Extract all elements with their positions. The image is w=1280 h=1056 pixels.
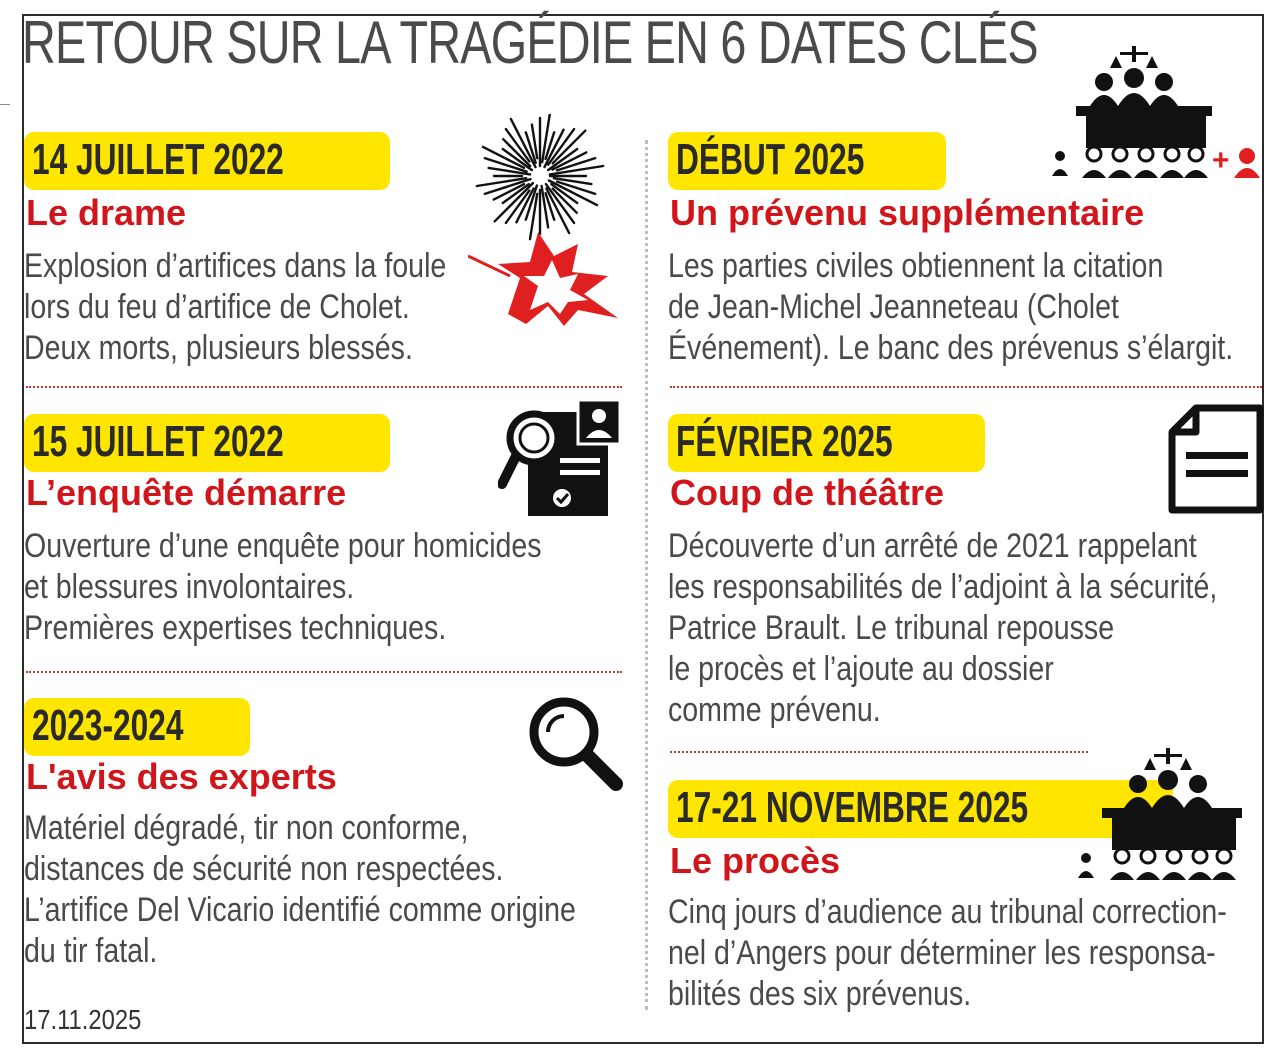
description-line: Matériel dégradé, tir non conforme, bbox=[24, 809, 469, 847]
event-heading: Un prévenu supplémentaire bbox=[670, 192, 1145, 233]
event-heading: L’enquête démarre bbox=[26, 472, 347, 513]
page-title: RETOUR SUR LA TRAGÉDIE EN 6 DATES CLÉS bbox=[22, 9, 1038, 76]
event-heading: Coup de théâtre bbox=[670, 472, 945, 513]
plus-sign: + bbox=[1212, 144, 1230, 177]
description-line: Explosion d’artifices dans la foule bbox=[24, 247, 447, 285]
event-description bbox=[668, 246, 1280, 369]
document-icon bbox=[1168, 404, 1264, 514]
fireworks-explosion-icon bbox=[468, 114, 624, 328]
description-line: lors du feu d’artifice de Cholet. bbox=[24, 288, 410, 326]
description-line: nel d’Angers pour déterminer les responsa- bbox=[668, 934, 1216, 972]
separator bbox=[670, 751, 1088, 753]
description-line: les responsabilités de l’adjoint à la sécurité, bbox=[668, 568, 1218, 606]
separator bbox=[26, 386, 622, 388]
date-badge: 14 JUILLET 2022 bbox=[24, 132, 390, 190]
description-line: Les parties civiles obtiennent la citation bbox=[668, 247, 1164, 285]
event-description bbox=[24, 246, 527, 369]
description-line: de Jean-Michel Jeanneteau (Cholet bbox=[668, 288, 1119, 326]
investigation-document-icon bbox=[498, 398, 622, 518]
description-line: le procès et l’ajoute au dossier bbox=[668, 650, 1054, 688]
date-badge: FÉVRIER 2025 bbox=[668, 414, 985, 472]
description-line: et blessures involontaires. bbox=[24, 568, 355, 606]
crop-mark bbox=[0, 104, 10, 105]
description-line: du tir fatal. bbox=[24, 932, 158, 970]
courtroom-icon bbox=[1076, 746, 1246, 884]
description-line: Patrice Brault. Le tribunal repousse bbox=[668, 609, 1115, 647]
description-line: bilités des six prévenus. bbox=[668, 975, 972, 1013]
magnifier-icon bbox=[526, 694, 624, 792]
event-description bbox=[668, 892, 1280, 1015]
publication-date: 17.11.2025 bbox=[24, 1004, 142, 1035]
court-plus-defendant-icon bbox=[1050, 44, 1260, 182]
date-badge: 2023-2024 bbox=[24, 698, 250, 756]
separator bbox=[670, 386, 1262, 388]
separator bbox=[26, 671, 622, 673]
description-line: Cinq jours d’audience au tribunal correction- bbox=[668, 893, 1227, 931]
event-heading: Le drame bbox=[26, 192, 187, 233]
description-line: Ouverture d’une enquête pour homicides bbox=[24, 527, 542, 565]
event-heading: L'avis des experts bbox=[26, 756, 337, 797]
description-line: Événement). Le banc des prévenus s’élargit. bbox=[668, 329, 1234, 367]
date-badge: DÉBUT 2025 bbox=[668, 132, 946, 190]
description-line: Deux morts, plusieurs blessés. bbox=[24, 329, 413, 367]
description-line: comme prévenu. bbox=[668, 691, 881, 729]
event-description bbox=[24, 808, 681, 972]
event-description bbox=[668, 526, 1280, 731]
date-badge: 15 JUILLET 2022 bbox=[24, 414, 390, 472]
date-badge: 17-21 NOVEMBRE 2025 bbox=[668, 780, 1173, 838]
description-line: Premières expertises techniques. bbox=[24, 609, 447, 647]
event-description bbox=[24, 526, 640, 649]
description-line: L’artifice Del Vicario identifié comme origine bbox=[24, 891, 576, 929]
event-heading: Le procès bbox=[670, 840, 841, 881]
description-line: Découverte d’un arrêté de 2021 rappelant bbox=[668, 527, 1197, 565]
description-line: distances de sécurité non respectées. bbox=[24, 850, 504, 888]
